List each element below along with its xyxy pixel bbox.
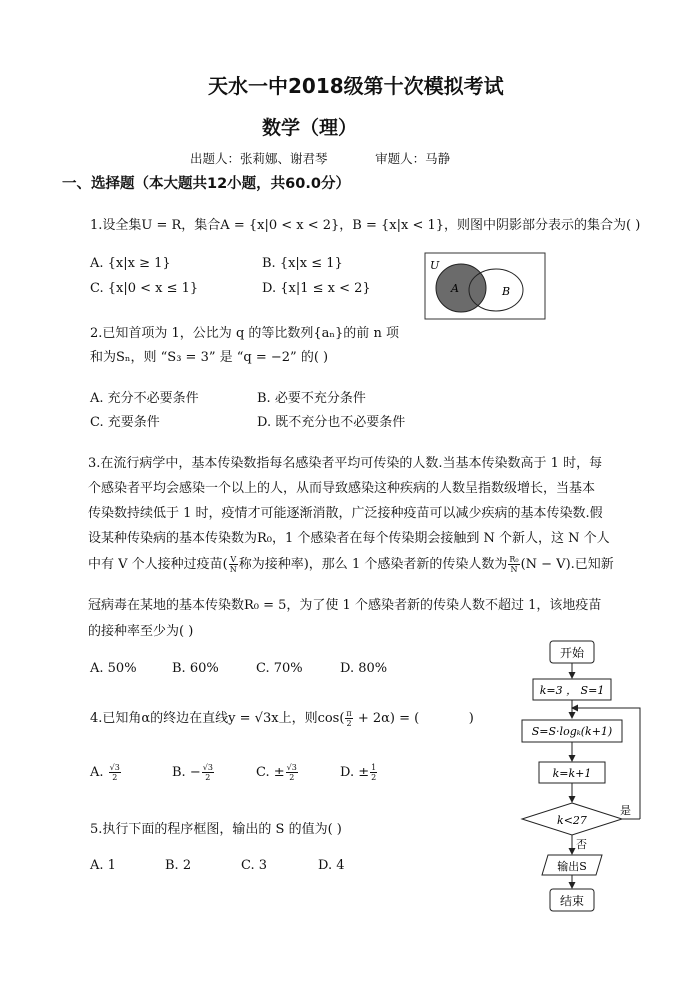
frac-numerator: V	[230, 555, 237, 564]
flow-assign-label: S=S·logₖ(k+1)	[531, 725, 613, 738]
frac-numerator: 1	[371, 763, 377, 772]
page-title: 天水一中2018级第十次模拟考试	[208, 74, 504, 98]
q4-option-b	[172, 763, 215, 782]
q3-option-d: D. 80%	[340, 661, 388, 676]
q4-stem-part1: 4.已知角α的终边在直线y = √3x上，则cos(	[90, 711, 345, 726]
frac-numerator: √3	[286, 763, 297, 772]
frac-denominator: 2	[205, 773, 211, 782]
q4-option-d	[340, 763, 378, 782]
option-letter: D.	[340, 765, 355, 780]
q2-option-b: B. 必要不充分条件	[257, 391, 366, 406]
venn-set-a	[436, 264, 486, 312]
transmission-fraction	[508, 555, 519, 574]
option-fraction	[202, 763, 214, 782]
flow-start-label: 开始	[559, 646, 585, 660]
q3-line5-part2: 称为接种率)，那么 1 个感染者新的传染人数为	[238, 557, 508, 572]
option-fraction	[370, 763, 377, 782]
frac-numerator: π	[346, 709, 352, 718]
q3-line4: 设某种传染病的基本传染数为R₀，1 个感染者在每个传染期会接触到 N 个新人，这 N 个人	[88, 531, 610, 546]
q3-line3: 传染数持续低于 1 时，疫情才可能逐渐消散，广泛接种疫苗可以减少疾病的基本传染数.假	[88, 506, 603, 521]
pi-over-two-fraction	[345, 709, 352, 728]
q4-stem-part2: + 2α) = ( )	[353, 711, 474, 726]
option-fraction	[109, 763, 121, 782]
q3-option-a: A. 50%	[90, 661, 137, 676]
frac-denominator: 2	[346, 719, 352, 728]
flow-yes-label: 是	[620, 804, 631, 817]
q3-line7: 的接种率至少为( )	[88, 624, 194, 639]
q2-stem-line2: 和为Sₙ，则 “S₃ = 3” 是 “q = −2” 的( )	[90, 350, 329, 365]
option-sign: ±	[358, 765, 370, 780]
section-heading: 一、选择题（本大题共12小题，共60.0分）	[62, 176, 350, 192]
venn-label-b: B	[502, 285, 511, 298]
q3-option-c: C. 70%	[256, 661, 303, 676]
frac-denominator: N	[510, 565, 518, 574]
q2-option-a: A. 充分不必要条件	[90, 391, 199, 406]
q5-option-d: D. 4	[318, 858, 345, 873]
q2-stem-line1: 2.已知首项为 1，公比为 q 的等比数列{aₙ}的前 n 项	[90, 326, 399, 341]
q5-option-b: B. 2	[165, 858, 192, 873]
flow-increment-label: k=k+1	[552, 767, 592, 780]
venn-label-a: A	[451, 282, 459, 295]
q3-line2: 个感染者平均会感染一个以上的人，从而导致感染这种疾病的人数呈指数级增长，当基本	[88, 481, 596, 496]
flow-init-label: k=3 ， S=1	[539, 684, 605, 697]
vaccination-rate-fraction	[229, 555, 238, 574]
option-sign: −	[189, 765, 201, 780]
q5-option-a: A. 1	[90, 858, 116, 873]
q5-stem: 5.执行下面的程序框图，输出的 S 的值为( )	[90, 822, 342, 837]
frac-denominator: 2	[289, 773, 295, 782]
q4-option-a	[90, 763, 122, 782]
flow-output-label: 输出S	[557, 860, 587, 873]
q1-option-d: D. {x|1 ≤ x < 2}	[262, 281, 371, 296]
option-letter: B.	[172, 765, 186, 780]
page-subtitle: 数学（理）	[262, 117, 358, 139]
q3-line5-part1: 中有 V 个人接种过疫苗(	[88, 557, 228, 572]
q3-line5	[88, 553, 614, 574]
q1-option-b: B. {x|x ≤ 1}	[262, 256, 343, 271]
venn-diagram	[424, 252, 546, 320]
q1-option-c: C. {x|0 < x ≤ 1}	[90, 281, 199, 296]
flow-no-label: 否	[576, 838, 587, 851]
q3-line6: 冠病毒在某地的基本传染数R₀ = 5，为了使 1 个感染者新的传染人数不超过 1，该地疫苗	[88, 598, 602, 613]
q4-stem	[90, 707, 474, 728]
frac-numerator: √3	[109, 763, 120, 772]
frac-denominator: N	[229, 565, 237, 574]
flow-end-label: 结束	[559, 894, 585, 908]
q1-stem: 1.设全集U = R，集合A = {x|0 < x < 2}，B = {x|x < 1}，则图中阴影部分表示的集合为( )	[90, 218, 641, 233]
option-letter: C.	[256, 765, 270, 780]
option-letter: A.	[90, 765, 104, 780]
frac-denominator: 2	[371, 773, 377, 782]
q2-option-c: C. 充要条件	[90, 415, 160, 430]
q3-line1: 3.在流行病学中，基本传染数指每名感染者平均可传染的人数.当基本传染数高于 1 时，每	[88, 456, 603, 471]
frac-denominator: 2	[112, 773, 118, 782]
q2-option-d: D. 既不充分也不必要条件	[257, 415, 406, 430]
q5-option-c: C. 3	[241, 858, 268, 873]
flow-condition-label: k<27	[557, 814, 587, 827]
frac-numerator: R₀	[509, 555, 519, 564]
q1-option-a: A. {x|x ≥ 1}	[90, 256, 171, 271]
q4-option-c	[256, 763, 299, 782]
venn-label-u: U	[430, 259, 440, 272]
option-fraction	[286, 763, 298, 782]
program-flowchart	[500, 632, 650, 914]
option-sign: ±	[273, 765, 285, 780]
authors-line: 出题人：张莉娜、谢君琴 审题人：马静	[190, 151, 451, 166]
frac-numerator: √3	[202, 763, 213, 772]
q3-option-b: B. 60%	[172, 661, 219, 676]
q3-line5-part3: (N − V).已知新	[520, 557, 614, 572]
